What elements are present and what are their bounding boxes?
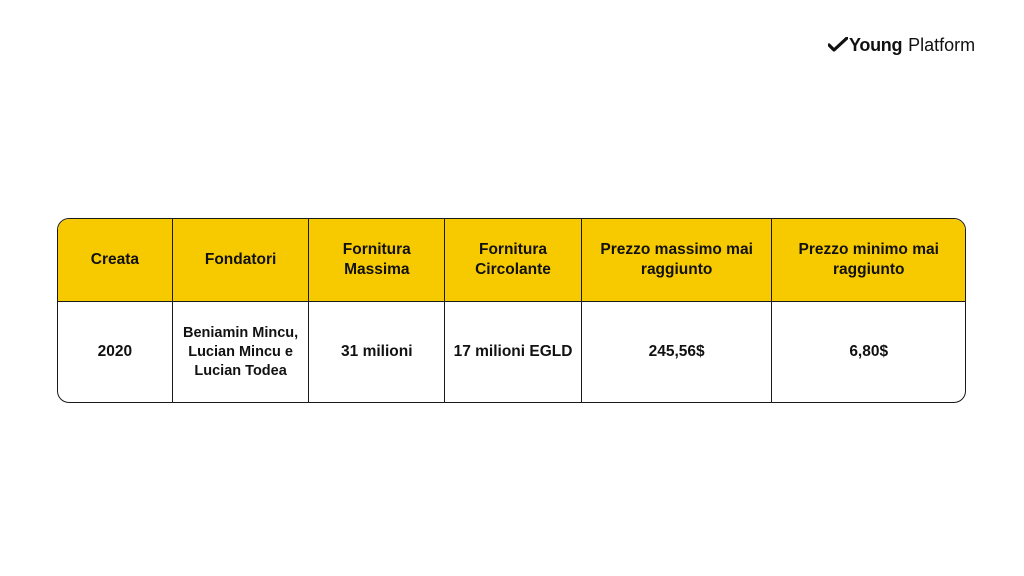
header-cell-max-supply: Fornitura Massima [309,219,445,301]
header-cell-all-time-low: Prezzo minimo mai raggiunto [798,241,939,278]
header-cell-all-time-high: Prezzo massimo mai raggiunto [582,219,773,301]
cell-circulating-supply-value: 17 milioni EGLD [445,302,582,402]
cell-founders-value: Beniamin Mincu, Lucian Mincu e Lucian Todea [173,302,310,402]
cell-max-supply-value: 31 milioni [309,302,445,402]
table-header-row [58,219,965,302]
header-cell-created: Creata [58,219,173,301]
crypto-info-table [57,218,966,403]
cell-all-time-high-value: 245,56$ [582,302,773,402]
header-cell-founders: Fondatori [173,219,310,301]
logo-wordmark-light: Platform [908,34,976,55]
header-cell-circulating-supply: Fornitura Circolante [445,219,582,301]
checkmark-logo-icon [828,37,848,53]
table-row [58,302,965,402]
cell-all-time-low-value: 6,80$ [849,343,889,360]
cell-created-value: 2020 [58,302,173,402]
young-platform-logo [828,33,975,57]
logo-wordmark-bold: Young [849,34,903,55]
